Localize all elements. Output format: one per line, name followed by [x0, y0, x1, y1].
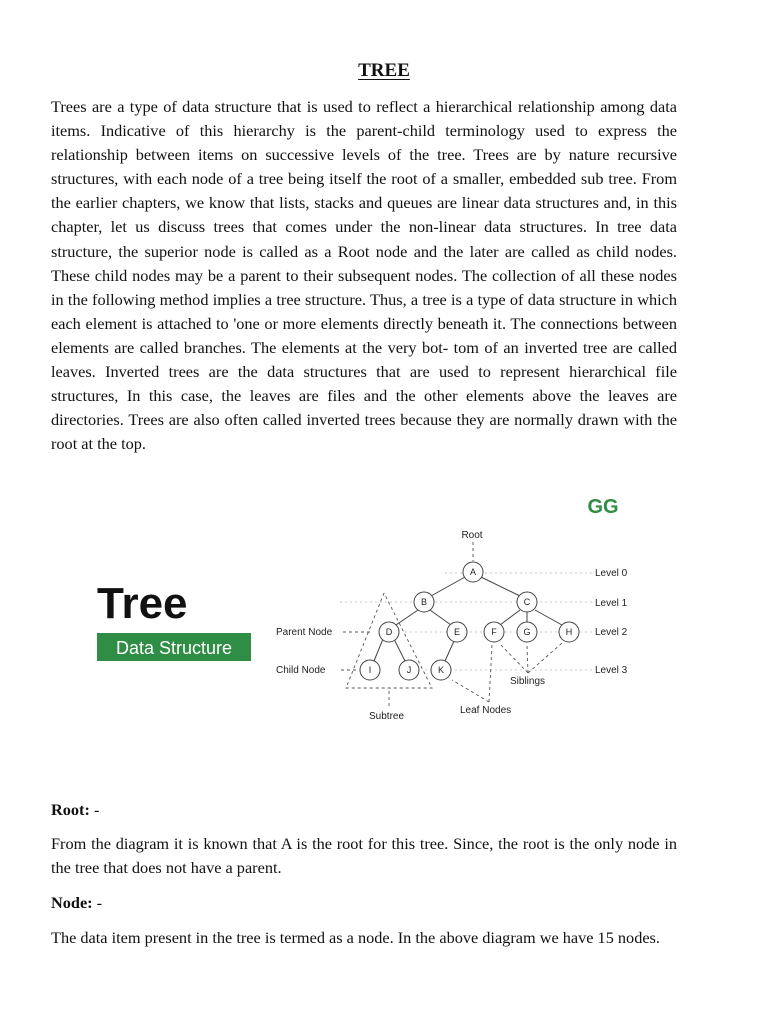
level-label-3: Level 3: [595, 665, 628, 676]
banner-title: Tree: [97, 579, 188, 628]
sibling-arrow-g: [527, 645, 528, 673]
edge-a-b: [431, 577, 465, 596]
edge-a-c: [481, 577, 520, 596]
node-a: [463, 562, 483, 582]
edge-d-j: [394, 639, 405, 661]
level-label-0: Level 0: [595, 568, 628, 579]
leaf-arrow-f: [489, 645, 492, 702]
tree-figure: [0, 480, 768, 730]
node-heading-dash: -: [92, 893, 103, 912]
gfg-logo-icon: GG: [587, 496, 619, 518]
node-i: [360, 660, 380, 680]
root-label: Root: [461, 530, 483, 541]
leaf-arrow-k: [452, 680, 489, 702]
node-g: [517, 622, 537, 642]
root-heading: Root:: [51, 800, 90, 819]
svg-text:K: K: [437, 665, 445, 675]
svg-text:D: D: [385, 627, 393, 637]
page-title: TREE: [358, 60, 410, 81]
node-j: [399, 660, 419, 680]
section-root-heading: [51, 798, 677, 822]
node-e: [447, 622, 467, 642]
section-node-heading: [51, 891, 677, 915]
svg-text:C: C: [523, 597, 531, 607]
svg-text:H: H: [565, 627, 573, 637]
root-paragraph: From the diagram it is known that A is the root for this tree. Since, the root is the only node in the tree that does not have a parent.: [51, 834, 677, 878]
svg-text:F: F: [491, 627, 497, 637]
root-heading-dash: -: [89, 800, 100, 819]
level-label-2: Level 2: [595, 627, 628, 638]
node-k: [431, 660, 451, 680]
edge-c-h: [535, 610, 562, 625]
intro-paragraph: Trees are a type of data structure that is used to reflect a hierarchical relationship among data items. Indicative of this hierarchy is the parent-child terminology used to express the relationship between items on successive levels of the tree. Trees are by nature recursive structures, with each node of a tree being itself the root of a smaller, embedded sub tree. From the earlier chapters, we know that lists, stacks and queues are linear data structures and, in this chapter, let us discuss trees that comes under the non-linear data structures. In tree data structure, the superior node is called as a Root node and the later are called as child nodes. These child nodes may be a parent to their subsequent nodes. The collection of all these nodes in the following method implies a tree structure. Thus, a tree is a type of data structure in which each element is attached to 'one or more elements directly beneath it. The connections between elements are called branches. The elements at the very bot- tom of an inverted tree are called leaves. Inverted trees are the data structures that are used to represent hierarchical file structures, In this case, the leaves are files and the other elements above the leaves are directories. Trees are also often called inverted trees because they are normally drawn with the root at the top.: [51, 97, 677, 454]
banner-subtitle: Data Structure: [115, 638, 233, 658]
svg-text:B: B: [420, 597, 428, 607]
child-node-label: Child Node: [276, 665, 326, 676]
svg-text:J: J: [406, 665, 412, 675]
svg-text:G: G: [523, 627, 531, 637]
node-paragraph: The data item present in the tree is termed as a node. In the above diagram we have 15 nodes.: [51, 928, 660, 947]
edge-d-i: [374, 639, 383, 661]
node-h: [559, 622, 579, 642]
leaf-nodes-label: Leaf Nodes: [460, 705, 512, 716]
siblings-label: Siblings: [510, 676, 546, 687]
level-label-1: Level 1: [595, 598, 628, 609]
edge-e-k: [445, 641, 454, 661]
node-c: [517, 592, 537, 612]
node-f: [484, 622, 504, 642]
svg-text:A: A: [469, 567, 477, 577]
edge-b-d: [396, 610, 418, 625]
sibling-arrow-h: [528, 643, 562, 673]
edge-b-e: [430, 610, 451, 625]
sibling-arrow-f: [501, 645, 528, 673]
node-d: [379, 622, 399, 642]
node-b: [414, 592, 434, 612]
node-heading: Node:: [51, 893, 93, 912]
subtree-label: Subtree: [369, 711, 405, 722]
svg-text:E: E: [453, 627, 461, 637]
edge-c-f: [500, 610, 520, 625]
svg-text:I: I: [368, 665, 372, 675]
parent-node-label: Parent Node: [276, 627, 333, 638]
